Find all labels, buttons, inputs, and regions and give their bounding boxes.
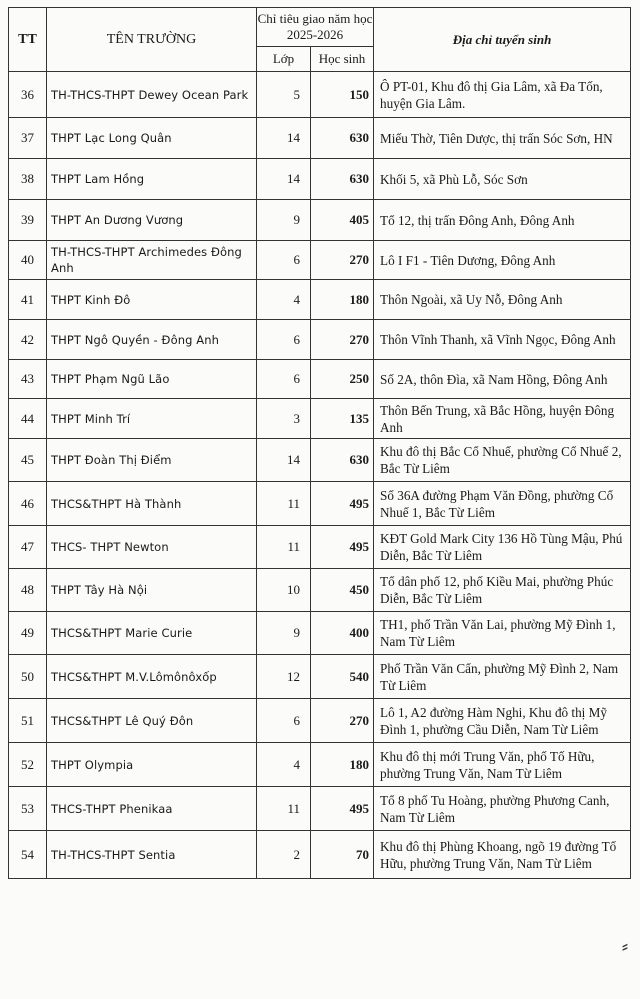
- student-count: 495: [311, 526, 374, 569]
- student-count: 270: [311, 241, 374, 280]
- student-count: 405: [311, 200, 374, 241]
- school-name: THPT Kinh Đô: [47, 280, 257, 320]
- school-name: THPT An Dương Vương: [47, 200, 257, 241]
- student-count: 250: [311, 360, 374, 399]
- school-name: THPT Lạc Long Quân: [47, 118, 257, 159]
- header-tt: TT: [9, 8, 47, 72]
- table-row: [9, 655, 631, 699]
- student-count: 630: [311, 439, 374, 482]
- class-count: 12: [257, 655, 311, 699]
- school-name: TH-THCS-THPT Sentia: [47, 831, 257, 879]
- table-row: [9, 241, 631, 280]
- table-row: [9, 360, 631, 399]
- student-count: 540: [311, 655, 374, 699]
- school-name: TH-THCS-THPT Dewey Ocean Park: [47, 72, 257, 118]
- row-number: 45: [9, 439, 47, 482]
- table-row: [9, 280, 631, 320]
- class-count: 9: [257, 200, 311, 241]
- table-row: [9, 439, 631, 482]
- admission-address: Tổ 12, thị trấn Đông Anh, Đông Anh: [374, 200, 631, 241]
- class-count: 11: [257, 787, 311, 831]
- school-quota-table: [8, 7, 631, 879]
- row-number: 47: [9, 526, 47, 569]
- row-number: 50: [9, 655, 47, 699]
- class-count: 6: [257, 241, 311, 280]
- row-number: 53: [9, 787, 47, 831]
- admission-address: KĐT Gold Mark City 136 Hồ Tùng Mậu, Phú Diễn, Bắc Từ Liêm: [374, 526, 631, 569]
- table-row: [9, 200, 631, 241]
- row-number: 39: [9, 200, 47, 241]
- table-row: [9, 118, 631, 159]
- student-count: 135: [311, 399, 374, 439]
- table-row: [9, 743, 631, 787]
- table-row: [9, 320, 631, 360]
- school-name: THCS&THPT Marie Curie: [47, 612, 257, 655]
- class-count: 3: [257, 399, 311, 439]
- row-number: 36: [9, 72, 47, 118]
- admission-address: Khu đô thị Phùng Khoang, ngõ 19 đường Tố Hữu, phường Trung Văn, Nam Từ Liêm: [374, 831, 631, 879]
- admission-address: Tổ 8 phố Tu Hoàng, phường Phương Canh, Nam Từ Liêm: [374, 787, 631, 831]
- table-row: [9, 72, 631, 118]
- class-count: 6: [257, 320, 311, 360]
- student-count: 270: [311, 699, 374, 743]
- student-count: 180: [311, 743, 374, 787]
- student-count: 630: [311, 159, 374, 200]
- admission-address: Số 2A, thôn Đìa, xã Nam Hồng, Đông Anh: [374, 360, 631, 399]
- table-row: [9, 831, 631, 879]
- school-name: THPT Minh Trí: [47, 399, 257, 439]
- school-name: THPT Đoàn Thị Điểm: [47, 439, 257, 482]
- table-row: [9, 787, 631, 831]
- row-number: 42: [9, 320, 47, 360]
- class-count: 11: [257, 482, 311, 526]
- row-number: 44: [9, 399, 47, 439]
- school-name: THPT Tây Hà Nội: [47, 569, 257, 612]
- row-number: 37: [9, 118, 47, 159]
- class-count: 5: [257, 72, 311, 118]
- school-name: THCS- THPT Newton: [47, 526, 257, 569]
- table-body: [9, 72, 631, 879]
- row-number: 46: [9, 482, 47, 526]
- admission-address: Miếu Thờ, Tiên Dược, thị trấn Sóc Sơn, HN: [374, 118, 631, 159]
- class-count: 4: [257, 743, 311, 787]
- school-name: THPT Lam Hồng: [47, 159, 257, 200]
- row-number: 43: [9, 360, 47, 399]
- school-name: THPT Phạm Ngũ Lão: [47, 360, 257, 399]
- row-number: 54: [9, 831, 47, 879]
- school-name: THCS-THPT Phenikaa: [47, 787, 257, 831]
- student-count: 630: [311, 118, 374, 159]
- header-school-name: TÊN TRƯỜNG: [47, 8, 257, 72]
- admission-address: Thôn Vĩnh Thanh, xã Vĩnh Ngọc, Đông Anh: [374, 320, 631, 360]
- admission-address: Số 36A đường Phạm Văn Đồng, phường Cổ Nhuế 1, Bắc Từ Liêm: [374, 482, 631, 526]
- class-count: 2: [257, 831, 311, 879]
- table-row: [9, 399, 631, 439]
- class-count: 4: [257, 280, 311, 320]
- school-name: THCS&THPT M.V.Lômônôxốp: [47, 655, 257, 699]
- table-row: [9, 569, 631, 612]
- school-name: THCS&THPT Lê Quý Đôn: [47, 699, 257, 743]
- student-count: 180: [311, 280, 374, 320]
- school-name: THPT Ngô Quyền - Đông Anh: [47, 320, 257, 360]
- class-count: 14: [257, 439, 311, 482]
- header-quota: Chỉ tiêu giao năm học 2025-2026: [257, 8, 374, 47]
- class-count: 11: [257, 526, 311, 569]
- row-number: 51: [9, 699, 47, 743]
- admission-address: Khối 5, xã Phù Lỗ, Sóc Sơn: [374, 159, 631, 200]
- student-count: 450: [311, 569, 374, 612]
- admission-address: Thôn Ngoài, xã Uy Nỗ, Đông Anh: [374, 280, 631, 320]
- student-count: 495: [311, 787, 374, 831]
- row-number: 49: [9, 612, 47, 655]
- admission-address: Lô I F1 - Tiên Dương, Đông Anh: [374, 241, 631, 280]
- admission-address: Ô PT-01, Khu đô thị Gia Lâm, xã Đa Tốn, huyện Gia Lâm.: [374, 72, 631, 118]
- header-classes: Lớp: [257, 47, 311, 72]
- student-count: 400: [311, 612, 374, 655]
- student-count: 70: [311, 831, 374, 879]
- admission-address: TH1, phố Trần Văn Lai, phường Mỹ Đình 1, Nam Từ Liêm: [374, 612, 631, 655]
- table-row: [9, 482, 631, 526]
- admission-address: Thôn Bến Trung, xã Bắc Hồng, huyện Đông Anh: [374, 399, 631, 439]
- row-number: 40: [9, 241, 47, 280]
- table-row: [9, 526, 631, 569]
- admission-address: Khu đô thị mới Trung Văn, phố Tố Hữu, phường Trung Văn, Nam Từ Liêm: [374, 743, 631, 787]
- row-number: 52: [9, 743, 47, 787]
- row-number: 38: [9, 159, 47, 200]
- header-address: Địa chỉ tuyển sinh: [374, 8, 631, 72]
- class-count: 6: [257, 699, 311, 743]
- table-row: [9, 612, 631, 655]
- admission-address: Lô 1, A2 đường Hàm Nghi, Khu đô thị Mỹ Đình 1, phường Cầu Diễn, Nam Từ Liêm: [374, 699, 631, 743]
- school-name: THPT Olympia: [47, 743, 257, 787]
- class-count: 14: [257, 118, 311, 159]
- school-name: THCS&THPT Hà Thành: [47, 482, 257, 526]
- student-count: 150: [311, 72, 374, 118]
- table-row: [9, 159, 631, 200]
- admission-address: Tổ dân phố 12, phố Kiều Mai, phường Phúc Diễn, Bắc Từ Liêm: [374, 569, 631, 612]
- admission-address: Phố Trần Văn Cẩn, phường Mỹ Đình 2, Nam Từ Liêm: [374, 655, 631, 699]
- row-number: 41: [9, 280, 47, 320]
- class-count: 9: [257, 612, 311, 655]
- admission-address: Khu đô thị Bắc Cổ Nhuế, phường Cổ Nhuế 2, Bắc Từ Liêm: [374, 439, 631, 482]
- class-count: 14: [257, 159, 311, 200]
- school-name: TH-THCS-THPT Archimedes Đông Anh: [47, 241, 257, 280]
- header-students: Học sinh: [311, 47, 374, 72]
- row-number: 48: [9, 569, 47, 612]
- class-count: 10: [257, 569, 311, 612]
- student-count: 495: [311, 482, 374, 526]
- class-count: 6: [257, 360, 311, 399]
- table-row: [9, 699, 631, 743]
- pen-mark: ⸗: [622, 936, 628, 957]
- student-count: 270: [311, 320, 374, 360]
